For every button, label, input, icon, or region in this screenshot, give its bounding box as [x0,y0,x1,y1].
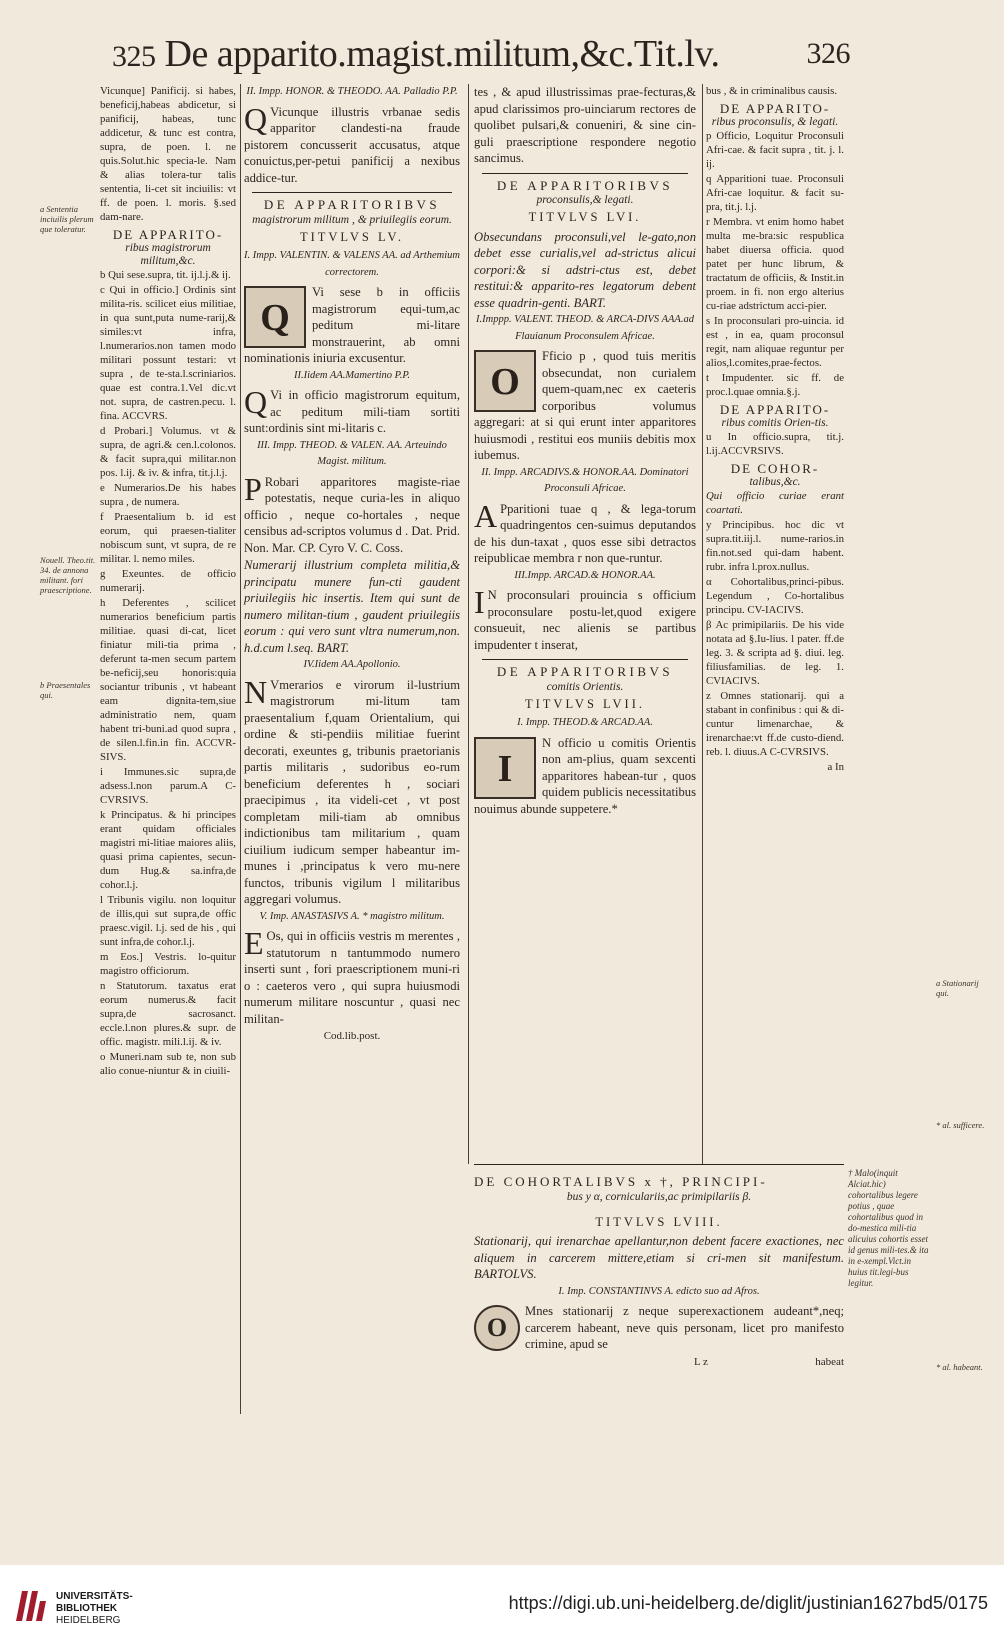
section-title: DE APPARITO- [719,101,831,116]
gloss-a: Vicunque] Panificij. si habes, beneficij,habeas abdicetur, si panificij, habeas, tunc addicetur, & tunc est contra, supra, de poen. l. ne quis.Solut.hic specia-le. Nam & alias tolera-tur talis sententia, li-cet sit inciuilis: vt ff. de poen. l. moris. §.sed dam-nare. [100,85,236,223]
margin-note: † Malo(inquit Alciat.hic) cohortalibus legere potius , quae cohortalibus quod in do-mestica mili-tia alicuius cohortis esset id genus mili-tes.& ita in e-xempl.Vict.in huius tit.legi-bus legitur. [848,1168,929,1288]
divider [482,659,688,660]
library-name-line: UNIVERSITÄTS- [56,1591,133,1602]
title-number: TITVLVS LV. [299,229,405,244]
section-subtitle: ribus proconsulis, & legati. [711,116,839,128]
initial-letter: E [244,925,264,961]
decorated-initial: Q [244,286,306,348]
divider [252,192,452,193]
library-logo-icon [12,1585,48,1625]
gloss-column-right [706,84,844,775]
catchword: Cod.lib.post. [323,1030,381,1042]
law-heading: I. Impp. THEOD.& ARCAD.AA. [517,717,653,728]
gloss-i: i Immunes.sic supra,de adsess.l.non parum.A C-CVRSIVS. [100,766,236,806]
gloss-y: y Principibus. hoc dic vt supra.tit.iij.l. nume-rarios.in fin.not.sed qui-dam habent. rubr. infra l.prox.nullus. [706,519,844,573]
gloss-c: c Qui in officio.] Ordinis sint milita-ris. scilicet eius militiae, in qua sunt,puta nume-rarij,& similes:vt infra, l.numerarios.non tamen modo militari possunt testari: vt supra , de te-sta.l.scriniarios. quae est contra.1.Vel dic.vt not. supra, de castren.pecu. l. fina. ACCVRS. [100,284,236,422]
margin-note: b Praesentales qui. [40,680,91,700]
law-text: Pparitioni tuae q , & lega-torum quadringentos cen-suimus deputandos de his dun-taxat , quos esse sibi detractos reipublicae membra r non que-runtur. [474,501,696,565]
catchword: habeat [815,1355,844,1368]
gloss-n: n Statutorum. taxatus erat eorum numerus.& facit supra,de sacrosanct. eccle.l.non plures.& supr. de offic. magistr. mili.l.ij. & iv. [100,980,236,1048]
law-text: Vi in officio magistrorum equitum, ac peditum mili-tiam sortiti sunt:ordinis sint mi-litaris c. [244,388,460,435]
summary: Obsecundans proconsuli,vel le-gato,non debet esse curialis,vel ad-strictus alicui corpori:& si adstri-ctus est, debet restitui:& apparito-res legatorum debent esse quadrin-genti. BART. [474,229,696,310]
running-header [112,30,850,78]
gloss-q: q Apparitioni tuae. Proconsuli Afri-cae loquitur. & facit su-pra, tit.j. l.j. [706,173,844,213]
margin-note: a Sententia inciuilis plerum que toleratur. [40,204,94,234]
law-text: N officio u comitis Orientis non am-plius, quam sexcenti apparitores habean-tur , quos quidem publicis necessitatibus nouimus abunde suppetere.* [474,735,696,816]
section-subtitle: magistrorum militum , & priuilegiis eorum. [252,213,452,226]
right-page-number: 326 [806,37,850,70]
margin-note: a Stationarij qui. [936,978,979,998]
section-title: DE APPARITO- [112,227,224,242]
gloss-r: r Membra. vt enim homo habet multa me-bra:sic respublica habet diuersa officia. quod patet per hunc librum, & tractatum de officiis, & Instit.in proem. in fi. non ergo alterius cu-riae adstrictum acci-pier. [706,216,844,312]
gloss-o: o Muneri.nam sub te, non sub alio conue-niuntur & in ciuili- [100,1051,236,1077]
gloss-l: l Tribunis vigilu. non loquitur de illis,qui sut supra,de offic praesc.vigil. l.j. sed de his , qui sunt infra,de cohor.l.j. [100,894,236,948]
gloss-f: f Praesentalium b. id est eorum, qui praesen-tialiter nobiscum sunt, vt supra, de re militar. l. nemo miles. [100,511,236,565]
gloss-h: h Deferentes , scilicet numerarios beneficium partis militiae. quasi di-cat, licet finiatur mili-tia prima , deferunt ta-men secum partem be-neficij,seu honoris:quia sociantur tribunis , vt habeant eam dignita-tem,siue administratio nem, quam habent tri-buni.ad quod supra , de silen.l.fin.in fin. ACCVR-SIVS. [100,597,236,763]
gloss-k: k Principatus. & hi principes erant quidam officiales magistri mi-litiae maiores aliis, quasi prima capientes, secun-dum Hug.& sa.infra,de cohor.l.j. [100,809,236,891]
law-text: Robari apparitores magiste-riae potestatis, neque curia-les in aliquo officio , neque co-hortales , neque censibus ad-scriptos volumus d . Dat. Prid. Non. Mar. CP. Cyro V. C. Coss. [244,474,460,555]
initial-letter: P [244,470,262,507]
viewer-footer [0,1565,1004,1645]
law-heading: II. Impp. HONOR. & THEODO. AA. Palladio P.P. [246,86,458,97]
law-heading: III. Impp. THEOD. & VALEN. AA. Arteuindo Magist. militum. [257,439,447,467]
gloss-t: t Impudenter. sic ff. de proc.l.quae omnia.§.j. [706,372,844,398]
text-column-center-left [244,84,460,1045]
section-subtitle: bus y α, corniculariis,ac primipilariis β. [566,1190,752,1203]
permalink-url[interactable]: https://digi.ub.uni-heidelberg.de/diglit/justinian1627bd5/0175 [508,1593,988,1613]
signature-line [474,1354,844,1370]
section-subtitle: ribus comitis Orien-tis. [721,417,829,429]
summary: Stationarij, qui irenarchae apellantur,non debent facere exactiones, nec aliquem in carcerem mittere,etiam si cri-men sit manifestum. BARTOLVS. [474,1234,844,1281]
section-subtitle: proconsulis,& legati. [536,194,634,206]
gloss-p: p Officio, Loquitur Proconsuli Afri-cae. & facit supra , tit. j. l. ij. [706,130,844,170]
gloss-z: z Omnes stationarij. qui a stabant in confinibus : qui & di-cuntur limenarchae, & irenarchae:vt ff.de custo-diend. reb. l. diuus.A C-CVRSIVS. [706,690,844,758]
text-block-bottom [474,1170,844,1370]
law-text: Vi sese b in officiis magistrorum equi-tum,ac peditum mi-litare monstrauerint, ab omni nominationis iniuria excusentur. [244,285,460,365]
gloss-a-start: a In [827,761,844,773]
decorated-initial: I [474,737,536,799]
law-heading: II.Iidem AA.Mamertino P.P. [293,369,411,381]
library-name [56,1591,133,1627]
title-number: TITVLVS LVI. [528,210,642,224]
column-rule [240,84,241,1414]
law-heading: I. Imp. CONSTANTINVS A. edicto suo ad Afros. [558,1285,760,1297]
gloss-m: m Eos.] Vestris. lo-quitur magistro officiorum. [100,951,236,977]
law-heading: I. Impp. VALENTIN. & VALENS AA. ad Arthemium correctorem. [244,250,460,278]
summary: Qui officio curiae erant coartati. [706,490,844,516]
law-heading: I.Imppp. VALENT. THEOD. & ARCA-DIVS AAA.ad Flauianum Proconsulem Africae. [476,314,694,342]
law-text: Vicunque illustris vrbanae sedis apparitor clandesti-na fraude pistorem concusserit accusatus, atque conuictus,per-petui panificij a nexibus addice-tur. [244,104,460,185]
gloss-g: g Exeuntes. de officio numerarij. [100,568,236,594]
law-text: Fficio p , quod tuis meritis obsecundat, non curialem quem-quam,nec ex caeteris corporibus volumus aggregari: at si qui erunt inter apparitores huiusmodi , restitui eos muniis debitis mox iubemus. [474,349,696,462]
gloss-e: e Numerarios.De his habes supra , de numera. [100,482,236,508]
text-column-center-right [474,84,696,818]
section-subtitle: talibus,&c. [749,476,801,488]
gloss-b: b Qui sese.supra, tit. ij.l.j.& ij. [100,269,231,281]
law-heading: II. Impp. ARCADIVS.& HONOR.AA. Dominatori Proconsuli Africae. [481,466,689,494]
gloss: bus , & in criminalibus causis. [706,85,838,97]
section-title: DE APPARITORIBVS [263,197,441,212]
initial-letter: I [474,584,485,620]
gloss-beta: β Ac primipilariis. De his vide notata ad §.Iu-lius. l pater. ff.de leg. 3. & scripta ad §. diui. leg. filiusfamilias. de leg. 1. CVIACIVS. [706,619,844,687]
law-text: N proconsulari prouincia s officium proconsulare postu-let,quod exigere consueuit, nec alienis se partibus impudenter t inserat, [474,588,696,652]
library-name-line: BIBLIOTHEK [56,1603,118,1614]
decorated-initial: O [474,350,536,412]
initial-letter: A [474,497,498,534]
section-title: DE COHOR- [730,461,820,476]
gloss-u: u In officio.supra, tit.j. l.ij.ACCVRSIVS. [706,431,844,457]
margin-note: * al. habeant. [936,1362,983,1372]
section-title: DE APPARITO- [719,402,831,417]
gloss-column-left [100,84,236,1079]
law-heading: IV.Iidem AA.Apollonio. [303,659,401,670]
initial-letter: N [244,673,268,710]
section-subtitle: comitis Orientis. [546,680,624,693]
gloss-s: s In proconsulari pro-uincia. id est , in ea, quam proconsul regit, nam aliquae reguntur per alios,l.comites,prae-fectos. [706,315,844,369]
margin-note: Nouell. Theo.tit. 34. de annona militant. fori praescriptione. [40,555,96,595]
margin-note: * al. sufficere. [936,1120,985,1130]
initial-letter: Q [244,100,268,137]
library-name-line: HEIDELBERG [56,1615,121,1626]
summary: Numerarij illustrium completa militia,& principatu munere fun-cti gaudent priuilegiis hic insertis. Item qui sunt de numero militan-tium , gaudent priuilegiis eorum : qui vero sunt vltra numerum,non. h.d.cum l.seq. BART. [244,558,460,655]
section-subtitle: ribus magistrorum militum,&c. [125,242,211,267]
law-heading: V. Imp. ANASTASIVS A. * magistro militum. [259,910,445,922]
header-title: De apparito.magist.militum,&c.Tit.lv. [164,33,720,75]
gloss-alpha: α Cohortalibus,princi-pibus. Legendum , Co-hortalibus principu. CV-IACIVS. [706,576,844,616]
law-heading: III.Impp. ARCAD.& HONOR.AA. [514,569,656,581]
law-text: Os, qui in officiis vestris m merentes , statutorum n tantummodo numero inserti sunt , fori praescriptionem muni-ri o : caeteros vero , qui supra huiusmodi numerum militare noscuntur , quasi nec militan- [244,929,460,1026]
section-title: DE APPARITORIBVS [496,664,674,679]
initial-letter: Q [244,384,268,420]
law-text: Vmerarios e virorum il-lustrium magistrorum mi-litum tam praesentalium f,quam Orientalium, qui ordine & sti-pendiis militiae fuerint decorati, exeuntes g, tribunis praetorianis partis militaris , sudoribus eo-rum beneficium deferentes h , sociari praecipimus , ita videli-cet , vt post completam mili-tiam ab omnibus indictionibus tam militarium , quam ciuilium iudicum semper habeantur im-munes i ,principatus k vero mu-nere functos, tribunis vigilum l militaribus aggregari volumus. [244,677,460,906]
column-rule [468,84,469,1164]
column-rule [702,84,703,1164]
law-text: tes , & apud illustrissimas prae-fecturas,& apud clarissimos pro-uinciarum rectores de quolibet pulsari,& conueniri, & sine cin-guli praescriptione respondere negotio sancimus. [474,85,696,165]
divider [474,1164,844,1165]
section-title: DE APPARITORIBVS [496,177,674,193]
gloss-d: d Probari.] Volumus. vt & supra, de agri.& cen.l.colonos. & facit supra,qui militar.non pos. l.ij. & iv. & infra, tit.j.l.j. [100,425,236,479]
law-text: Mnes stationarij z neque superexactionem audeant*,neq; carcerem habeant, neve quis personam, licet pro manifesto crimine, apud se [525,1304,844,1351]
title-number: TITVLVS LVIII. [595,1214,723,1229]
decorated-initial: O [474,1305,520,1351]
title-number: TITVLVS LVII. [524,696,646,711]
left-page-number: 325 [112,40,156,73]
section-title: DE COHORTALIBVS x †, PRINCIPI- [474,1174,768,1189]
divider [482,173,688,174]
signature-mark: L z [694,1355,708,1368]
